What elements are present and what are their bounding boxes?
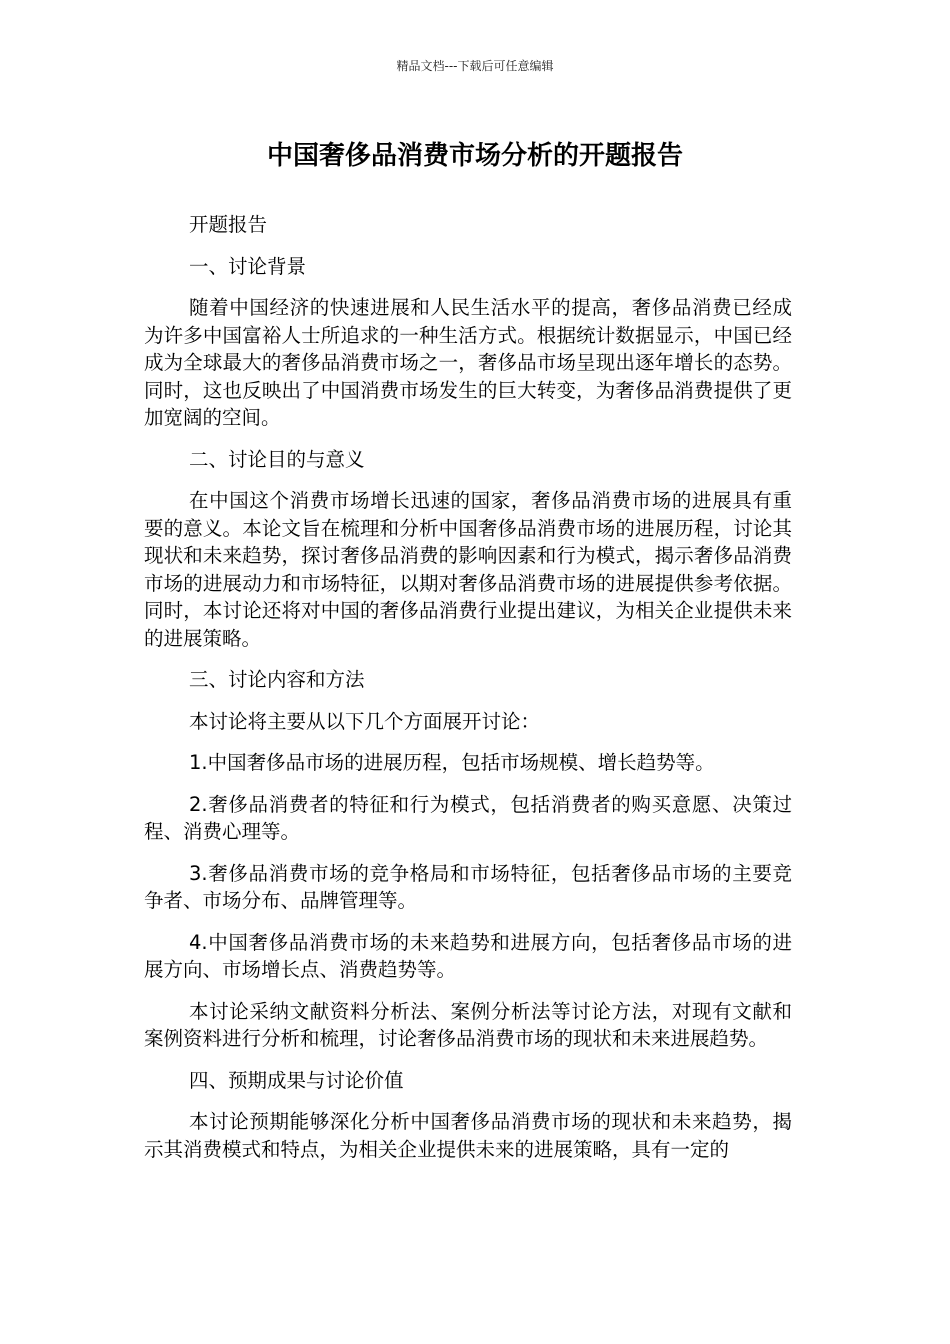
section-heading-purpose: 二、讨论目的与意义 — [189, 447, 365, 471]
paragraph-opening-label: 开题报告 — [189, 213, 268, 236]
paragraph-methods: 本讨论采纳文献资料分析法、案例分析法等讨论方法，对现有文献和案例资料进行分析和梳理，讨论奢侈品消费市场的现状和未来进展趋势。 — [144, 999, 792, 1050]
section-heading-background: 一、讨论背景 — [189, 254, 307, 278]
list-item-2: 2.奢侈品消费者的特征和行为模式，包括消费者的购买意愿、决策过程、消费心理等。 — [144, 792, 792, 843]
paragraph-purpose: 在中国这个消费市场增长迅速的国家，奢侈品消费市场的进展具有重要的意义。本论文旨在梳理和分析中国奢侈品消费市场的进展历程，讨论其现状和未来趋势，探讨奢侈品消费的影响因素和行为模式，揭示奢侈品消费市场的进展动力和市场特征，以期对奢侈品消费市场的进展提供参考依据。同时，本讨论还将对中国的奢侈品消费行业提出建议，为相关企业提供未来的进展策略。 — [144, 489, 792, 650]
list-item-4: 4.中国奢侈品消费市场的未来趋势和进展方向，包括奢侈品市场的进展方向、市场增长点、消费趋势等。 — [144, 930, 792, 981]
list-item-3: 3.奢侈品消费市场的竞争格局和市场特征，包括奢侈品市场的主要竞争者、市场分布、品牌管理等。 — [144, 861, 792, 912]
page-title: 中国奢侈品消费市场分析的开题报告 — [266, 141, 683, 171]
document-body — [144, 211, 792, 1177]
section-heading-expected-results: 四、预期成果与讨论价值 — [189, 1068, 404, 1092]
section-heading-content-methods: 三、讨论内容和方法 — [189, 668, 365, 691]
paragraph-content-intro: 本讨论将主要从以下几个方面展开讨论： — [189, 709, 541, 733]
paragraph-background: 随着中国经济的快速进展和人民生活水平的提高，奢侈品消费已经成为许多中国富裕人士所追求的一种生活方式。根据统计数据显示，中国已经成为全球最大的奢侈品消费市场之一，奢侈品市场呈现出逐年增长的态势。同时，这也反映出了中国消费市场发生的巨大转变，为奢侈品消费提供了更加宽阔的空间。 — [144, 296, 792, 429]
paragraph-expected-results: 本讨论预期能够深化分析中国奢侈品消费市场的现状和未来趋势，揭示其消费模式和特点，为相关企业提供未来的进展策略，具有一定的 — [144, 1110, 792, 1161]
list-item-1: 1.中国奢侈品市场的进展历程，包括市场规模、增长趋势等。 — [189, 751, 715, 774]
header-note: 精品文档---下载后可任意编辑 — [396, 59, 554, 73]
